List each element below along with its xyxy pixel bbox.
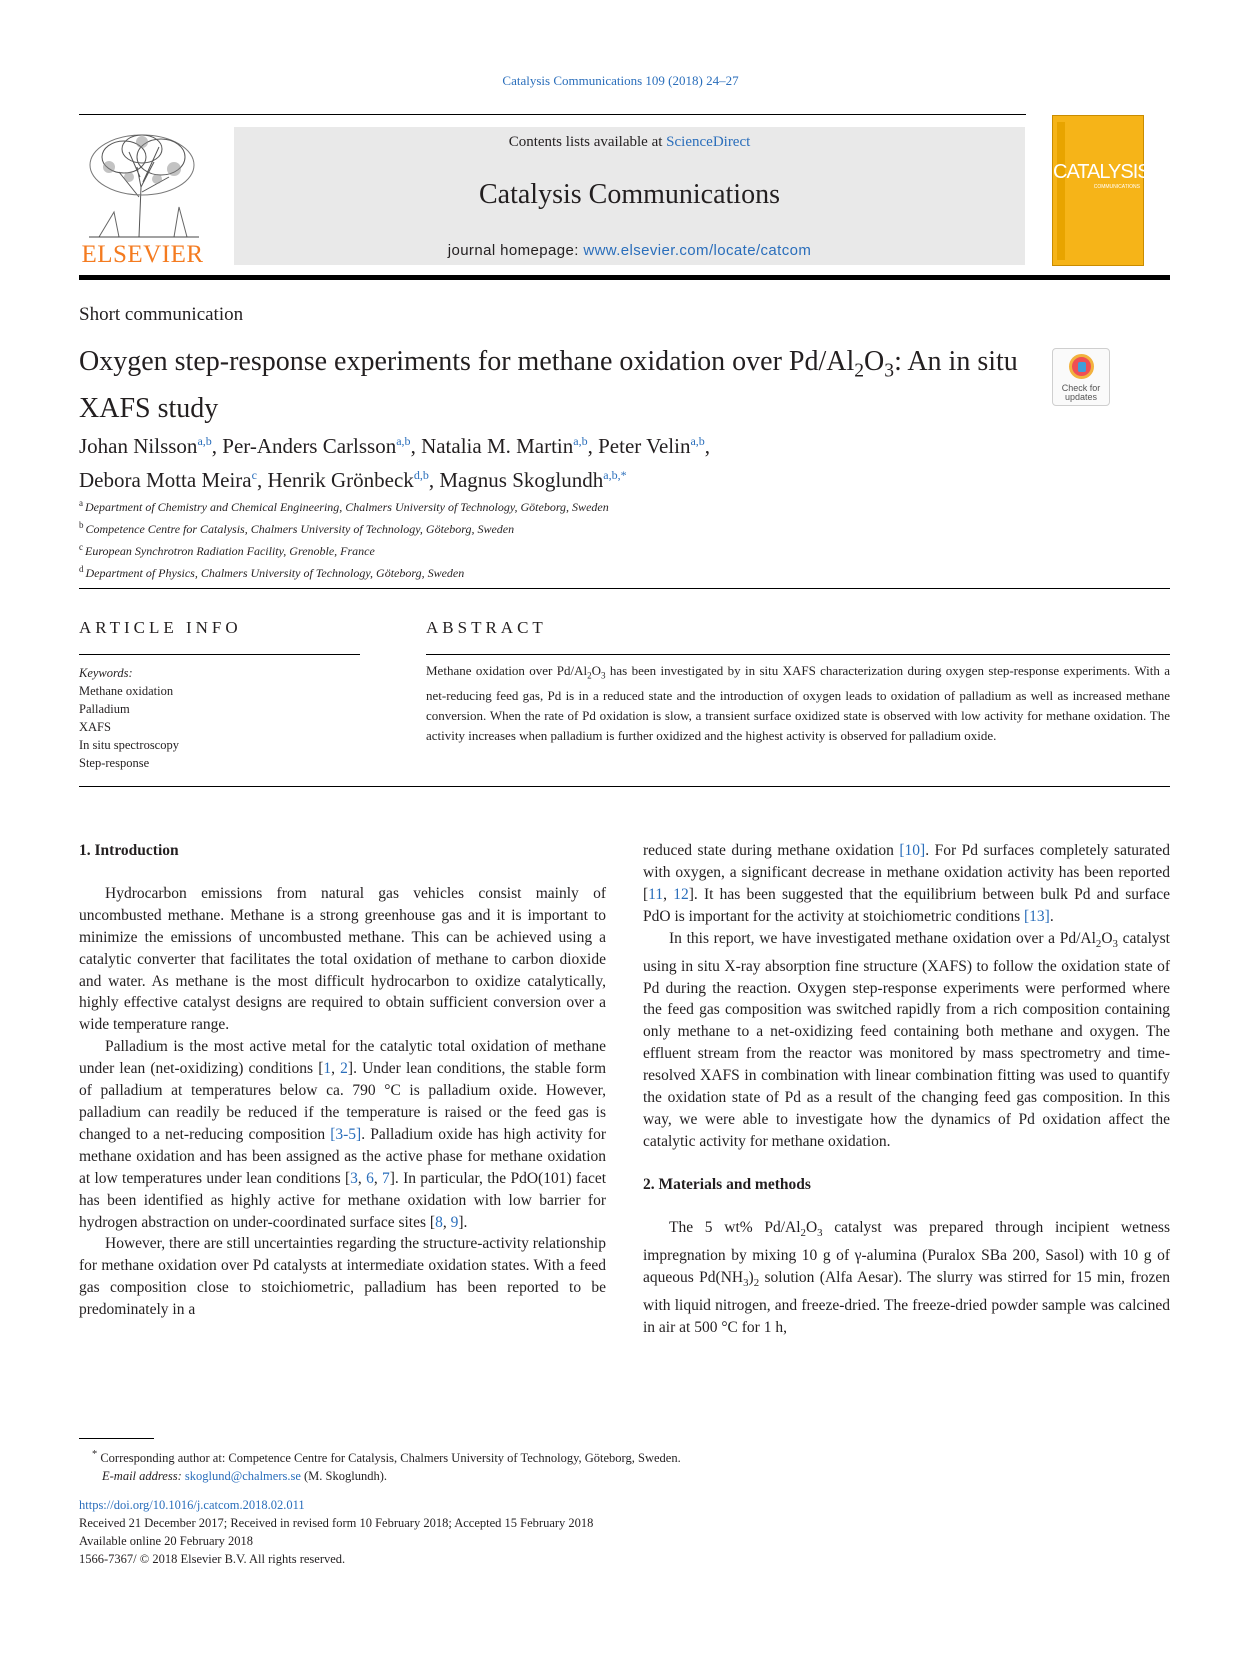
affiliation: $^b$ Competence Centre for Catalysis, Chalmers University of Technology, Göteborg, Sweden [79, 520, 515, 536]
keyword: Step-response [79, 756, 150, 770]
right-column [643, 840, 1170, 1338]
article-type: Short communication [79, 304, 244, 325]
cover-subtitle: COMMUNICATIONS [1093, 184, 1140, 190]
publication-info [79, 1496, 1170, 1568]
contents-line: Contents lists available at ScienceDirect [508, 134, 751, 150]
corresponding-author: * Corresponding author at: Competence Centre for Catalysis, Chalmers University of Technology, Göteborg, Sweden. [92, 1449, 681, 1466]
publisher-name: ELSEVIER [81, 241, 204, 268]
author[interactable]: Peter Velin$^{a,b}$ [598, 434, 705, 458]
citation-link[interactable]: 8 [435, 1213, 443, 1231]
abstract-text: Methane oxidation over $Pd/Al_2O_3$ has been investigated by in situ XAFS characterization during oxygen step-response experiments. With a net-reducing feed gas, Pd is in a reduced state and the introduction of oxygen leads to oxidation of palladium as well as increased methane conversion. When the rate of Pd oxidation is slow, a transient surface oxidized state is observed with low activity for methane oxidation. The activity increases when palladium is further oxidized and the highest activity is observed for palladium oxide. [426, 663, 1170, 743]
affiliation: $^a$ Department of Chemistry and Chemical Engineering, Chalmers University of Technology, Göteborg, Sweden [79, 498, 609, 514]
keyword: XAFS [79, 720, 111, 734]
divider [426, 654, 1170, 655]
citation-link[interactable]: 11 [648, 885, 664, 903]
affiliation: $^d$ Department of Physics, Chalmers University of Technology, Göteborg, Sweden [79, 564, 465, 580]
paragraph: reduced state during methane oxidation [10]. For Pd surfaces completely saturated with oxygen, a significant decrease in methane oxidation activity has been reported [11, 12]. It has been suggested that the equilibrium between bulk Pd and surface PdO is important for the activity at stoichiometric conditions [13]. [643, 842, 1171, 925]
citation-link[interactable]: [13] [1023, 907, 1050, 925]
divider [79, 786, 1170, 787]
author[interactable]: Magnus Skoglundh$^{a,b,*}$ [439, 468, 627, 492]
paragraph: However, there are still uncertainties regarding the structure-activity relationship for methane oxidation over Pd catalysts at intermediate oxidation states. With a feed gas composition close to stoichiometric, palladium has been reported to be predominately in a [79, 1235, 606, 1319]
keyword: Palladium [79, 702, 130, 716]
citation-link[interactable]: 2 [340, 1060, 348, 1078]
journal-title: Catalysis Communications [479, 179, 780, 210]
email-line: E-mail address: skoglund@chalmers.se (M. Skoglundh). [102, 1469, 388, 1484]
article-info-heading: ARTICLE INFO [79, 618, 242, 637]
footnote [92, 1446, 1152, 1485]
author[interactable]: Johan Nilsson$^{a,b}$ [79, 434, 212, 458]
keywords-label: Keywords: [79, 666, 133, 680]
footnote-rule [79, 1438, 154, 1439]
author[interactable]: Debora Motta Meira$^c$ [79, 468, 257, 492]
abstract-heading: ABSTRACT [426, 618, 547, 637]
affiliation: $^c$ European Synchrotron Radiation Facility, Grenoble, France [79, 542, 375, 558]
doi-link[interactable]: https://doi.org/10.1016/j.catcom.2018.02.011 [79, 1498, 305, 1512]
left-column [79, 840, 606, 1321]
paragraph: In this report, we have investigated methane oxidation over a $Pd/Al_2O_3$ catalyst using in situ X-ray absorption fine structure (XAFS) to follow the oxidation state of Pd during the reaction. Oxygen step-response experiments were performed where the feed gas composition was switched rapidly from a rich composition containing only methane to a net-oxidizing feed containing both methane and oxygen. The effluent stream from the reactor was monitored by mass spectrometry and time-resolved XAFS in combination with linear combination fitting was used to quantify the oxidation state of Pd as a result of the changing feed gas composition. In this way, we were able to investigate how the dynamics of Pd oxidation affect the catalytic activity for methane oxidation. [643, 929, 1170, 1150]
section-heading: 2. Materials and methods [643, 1175, 811, 1193]
homepage-line: journal homepage: www.elsevier.com/locate/catcom [447, 242, 812, 259]
citation-link[interactable]: 1 [323, 1060, 332, 1078]
cover-strip [1057, 122, 1065, 260]
article-title: Oxygen step-response experiments for methane oxidation over $Pd/Al_2O_3$: An in situ XAFS study [79, 346, 1018, 424]
citation-link[interactable]: 6 [366, 1169, 374, 1187]
affiliation-list [79, 494, 609, 582]
journal-reference[interactable]: Catalysis Communications 109 (2018) 24–27 [502, 73, 739, 88]
cover-title: CATALYSIS [1053, 161, 1150, 183]
citation-link[interactable]: 7 [382, 1169, 390, 1187]
tree-icon [79, 127, 206, 239]
paragraph: Palladium is the most active metal for the catalytic total oxidation of methane under lean (net-oxidizing) conditions [1, 2]. Under lean conditions, the stable form of palladium at temperatures below ca. 790 °C is palladium oxide. However, palladium can readily be reduced if the temperature is raised or the feed gas is changed to a net-reducing composition [3-5]. Palladium oxide has high activity for methane oxidation and has been assigned as the active phase for methane oxidation at low temperatures under lean conditions [3, 6, 7]. In particular, the PdO(101) facet has been identified as highly active for methane oxidation with low barrier for hydrogen abstraction on under-coordinated surface sites [8, 9]. [79, 1038, 607, 1231]
bookmark-icon [1069, 354, 1094, 379]
divider [79, 588, 1170, 589]
sciencedirect-link[interactable]: ScienceDirect [666, 134, 751, 150]
keyword: In situ spectroscopy [79, 738, 179, 752]
citation-link[interactable]: 12 [673, 885, 689, 903]
header-rule [79, 114, 1026, 115]
homepage-link[interactable]: www.elsevier.com/locate/catcom [583, 242, 812, 259]
journal-cover[interactable] [1052, 115, 1150, 266]
section-heading: 1. Introduction [79, 842, 179, 859]
author-list: Johan Nilsson$^{a,b}$, Per-Anders Carlsson$^{a,b}$, Natalia M. Martin$^{a,b}$, Peter Velin$^{a,b}$, Debora Motta Meira$^c$, Henrik Grönbeck$^{d,b}$, Magnus Skoglundh$^{a,b,*}$ [79, 434, 711, 492]
copyright: 1566-7367/ © 2018 Elsevier B.V. All rights reserved. [79, 1552, 346, 1566]
citation-link[interactable]: [10] [899, 842, 926, 859]
citation-link[interactable]: [3-5] [330, 1125, 362, 1143]
journal-banner [234, 127, 1025, 265]
check-for-updates-label: Check for updates [1061, 383, 1101, 402]
received-dates: Received 21 December 2017; Received in revised form 10 February 2018; Accepted 15 February 2018 [79, 1516, 594, 1530]
keyword: Methane oxidation [79, 684, 174, 698]
email-link[interactable]: skoglund@chalmers.se [184, 1469, 301, 1484]
header-thick-rule [79, 275, 1170, 280]
citation-link[interactable]: 9 [450, 1213, 459, 1231]
divider [79, 654, 360, 655]
check-for-updates-button[interactable] [1052, 348, 1110, 406]
available-online: Available online 20 February 2018 [79, 1534, 254, 1548]
paragraph: Hydrocarbon emissions from natural gas vehicles consist mainly of uncombusted methane. Methane is a strong greenhouse gas and it is important to minimize the emissions of uncombusted methane. This can be achieved using a catalytic converter that facilitates the total oxidation of methane to carbon dioxide and water. As methane is the most difficult hydrocarbon to oxidize catalytically, highly effective catalyst designs are required to obtain sufficient conversion over a wide temperature range. [79, 884, 606, 1034]
paragraph: The 5 wt% $Pd/Al_2O_3$ catalyst was prepared through incipient wetness impregnation by mixing 10 g of γ-alumina (Puralox SBa 200, Sasol) with 10 g of aqueous $Pd(NH_3)_2$ solution (Alfa Aesar). The slurry was stirred for 15 min, frozen with liquid nitrogen, and freeze-dried. The freeze-dried powder sample was calcined in air at 500 °C for 1 h, [643, 1218, 1170, 1336]
keywords-block [79, 664, 179, 772]
author[interactable]: Per-Anders Carlsson$^{a,b}$ [222, 434, 411, 458]
author[interactable]: Natalia M. Martin$^{a,b}$ [421, 434, 588, 458]
elsevier-logo[interactable] [79, 127, 206, 267]
author[interactable]: Henrik Grönbeck$^{d,b}$ [267, 468, 429, 492]
citation-link[interactable]: 3 [350, 1169, 358, 1187]
